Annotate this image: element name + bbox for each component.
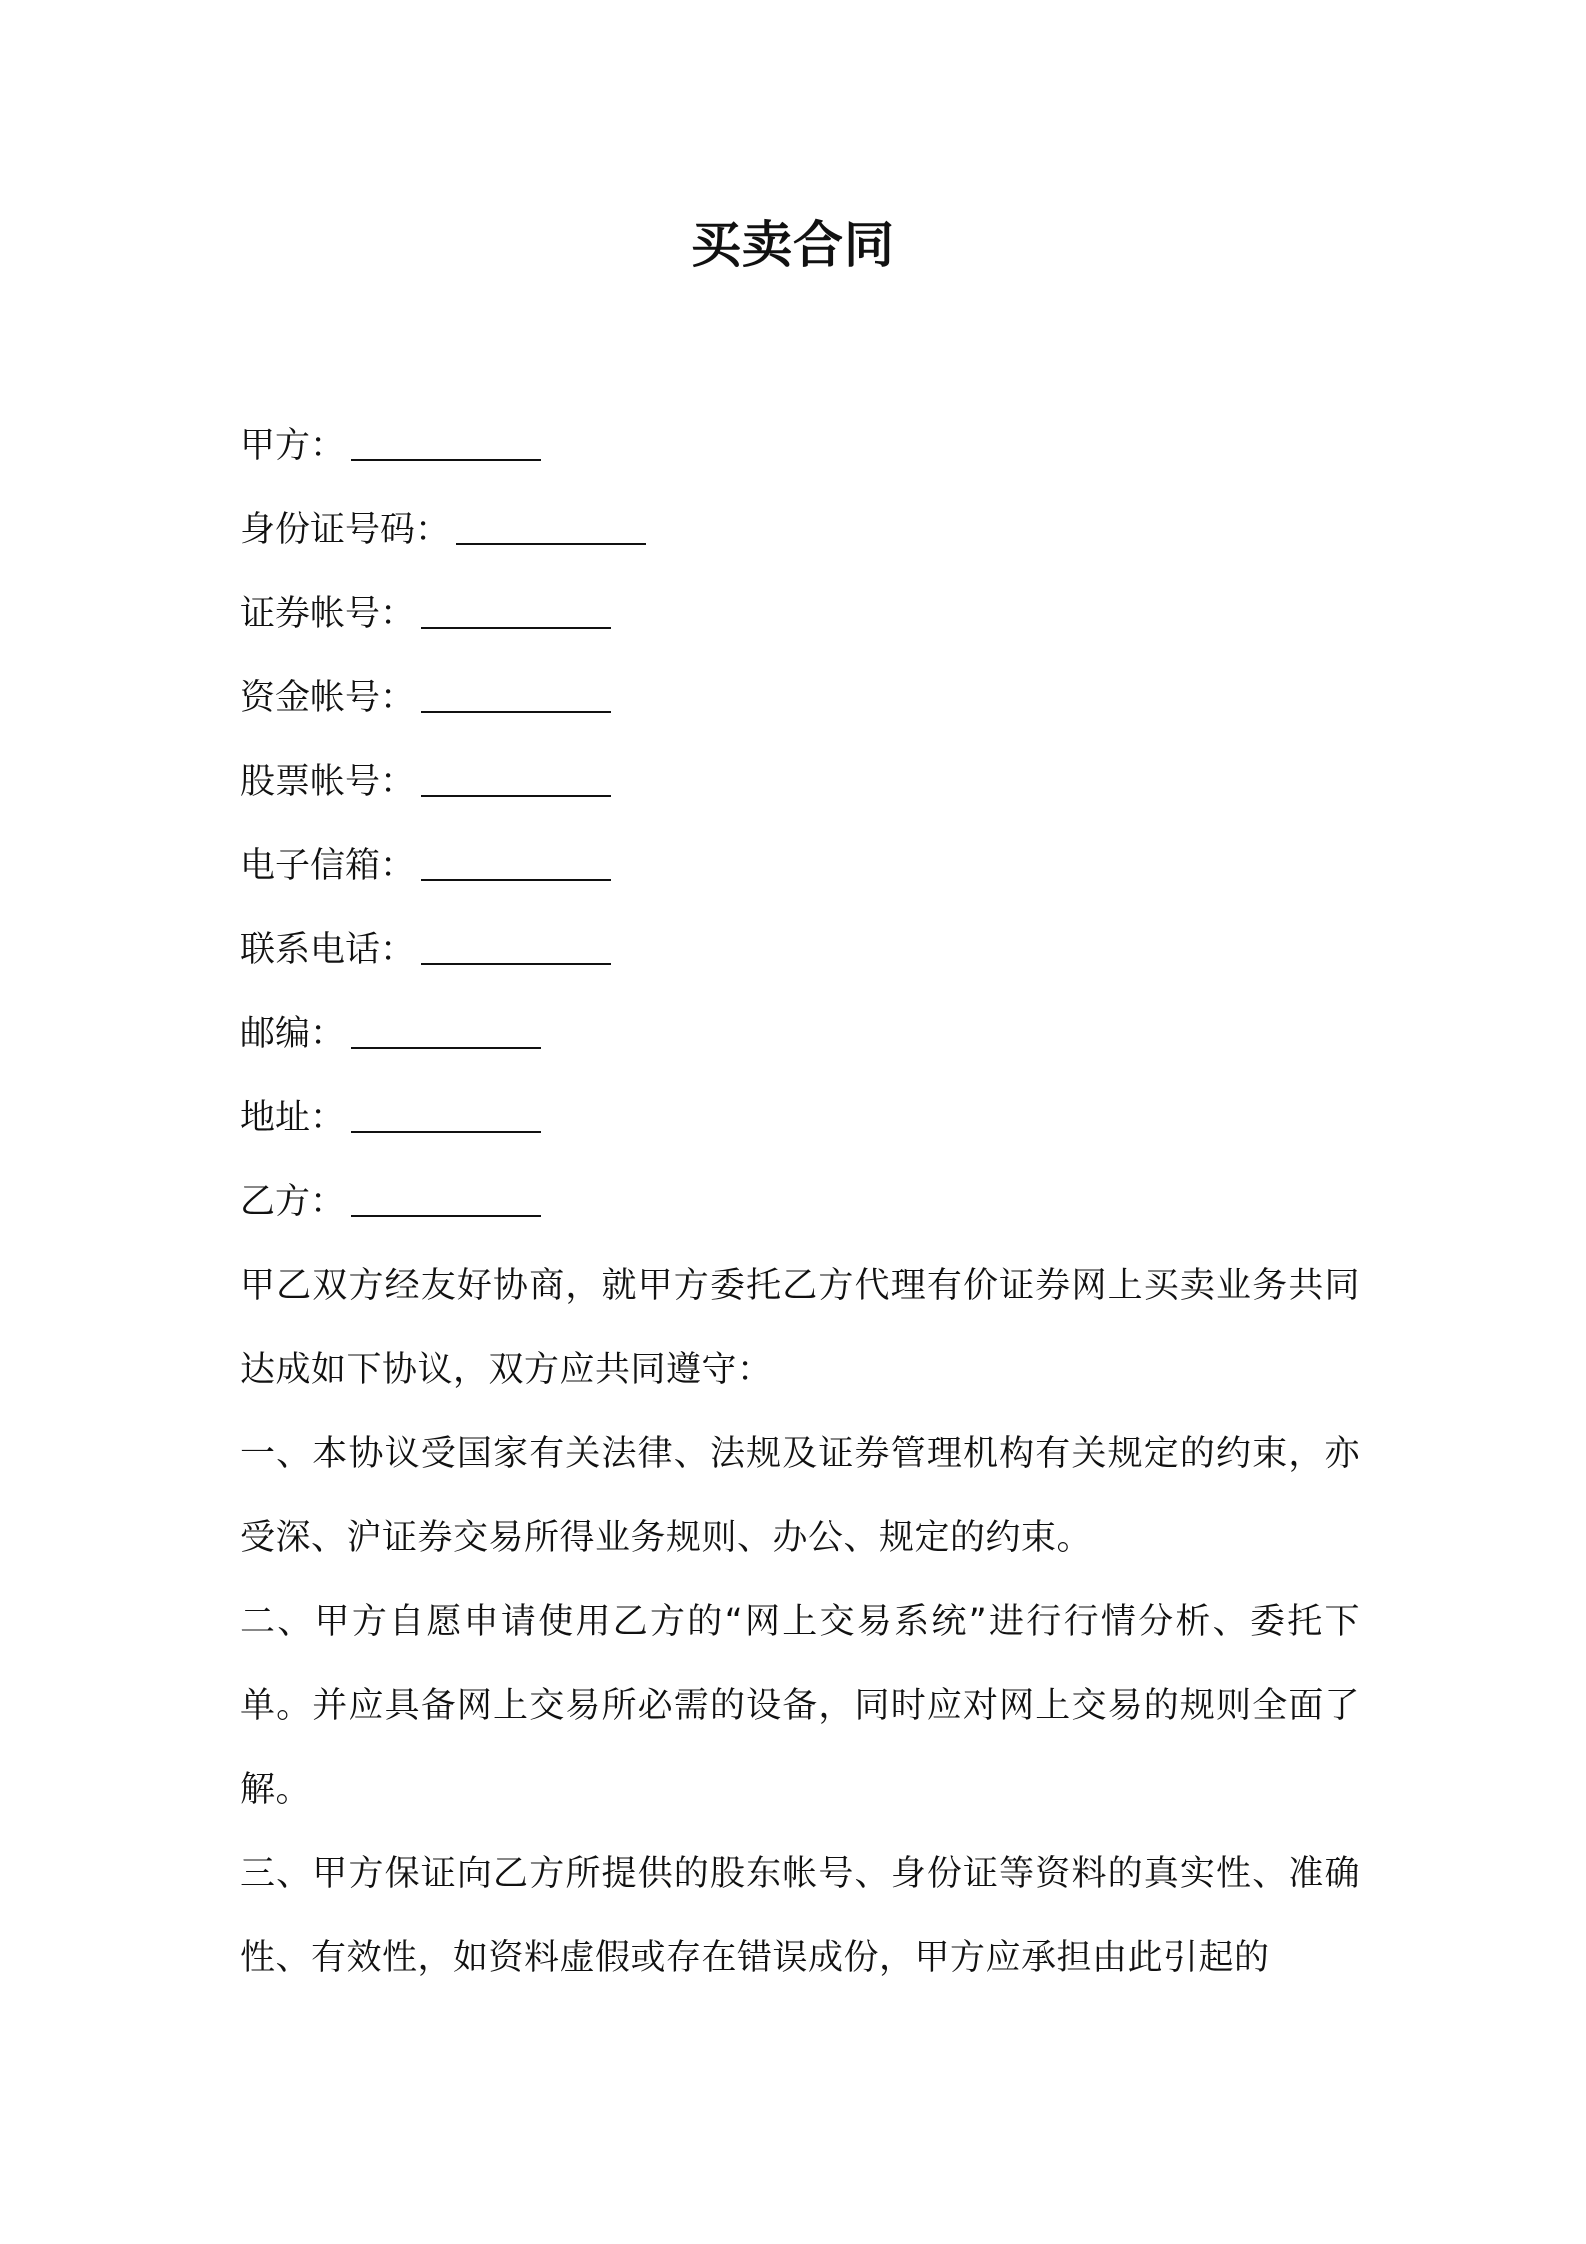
field-postcode xyxy=(240,992,1360,1076)
document-title: 买卖合同 xyxy=(691,216,895,274)
field-securities-account xyxy=(240,572,1360,656)
field-label: 甲方： xyxy=(240,426,346,466)
paragraph-intro: 甲乙双方经友好协商，就甲方委托乙方代理有价证券网上买卖业务共同达成如下协议，双方应共同遵守： xyxy=(240,1266,1360,1390)
field-stock-account xyxy=(240,740,1360,824)
fill-in-blank xyxy=(421,962,611,965)
field-label: 证券帐号： xyxy=(240,594,416,634)
fill-in-blank xyxy=(421,794,611,797)
field-party-b xyxy=(240,1160,1360,1244)
field-label: 乙方： xyxy=(240,1182,346,1222)
field-phone xyxy=(240,908,1360,992)
field-party-a xyxy=(240,404,1360,488)
fill-in-blank xyxy=(351,458,541,461)
paragraph-clause-2: 二、甲方自愿申请使用乙方的“网上交易系统”进行行情分析、委托下单。并应具备网上交易所必需的设备，同时应对网上交易的规则全面了解。 xyxy=(240,1602,1360,1810)
field-label: 股票帐号： xyxy=(240,762,416,802)
field-email xyxy=(240,824,1360,908)
field-label: 联系电话： xyxy=(240,930,416,970)
field-label: 电子信箱： xyxy=(240,846,416,886)
fill-in-blank xyxy=(421,626,611,629)
fill-in-blank xyxy=(456,542,646,545)
field-label: 地址： xyxy=(240,1098,346,1138)
field-id-number xyxy=(240,488,1360,572)
field-label: 邮编： xyxy=(240,1014,346,1054)
fill-in-blank xyxy=(351,1046,541,1049)
fill-in-blank xyxy=(351,1214,541,1217)
fill-in-blank xyxy=(351,1130,541,1133)
paragraph-clause-1: 一、本协议受国家有关法律、法规及证券管理机构有关规定的约束，亦受深、沪证券交易所得业务规则、办公、规定的约束。 xyxy=(240,1434,1360,1558)
fill-in-blank xyxy=(421,878,611,881)
paragraph-clause-3: 三、甲方保证向乙方所提供的股东帐号、身份证等资料的真实性、准确性、有效性，如资料虚假或存在错误成份，甲方应承担由此引起的 xyxy=(240,1854,1360,1978)
field-label: 身份证号码： xyxy=(240,510,451,550)
field-address xyxy=(240,1076,1360,1160)
contract-body xyxy=(240,404,1360,2000)
fill-in-blank xyxy=(421,710,611,713)
field-fund-account xyxy=(240,656,1360,740)
field-label: 资金帐号： xyxy=(240,678,416,718)
